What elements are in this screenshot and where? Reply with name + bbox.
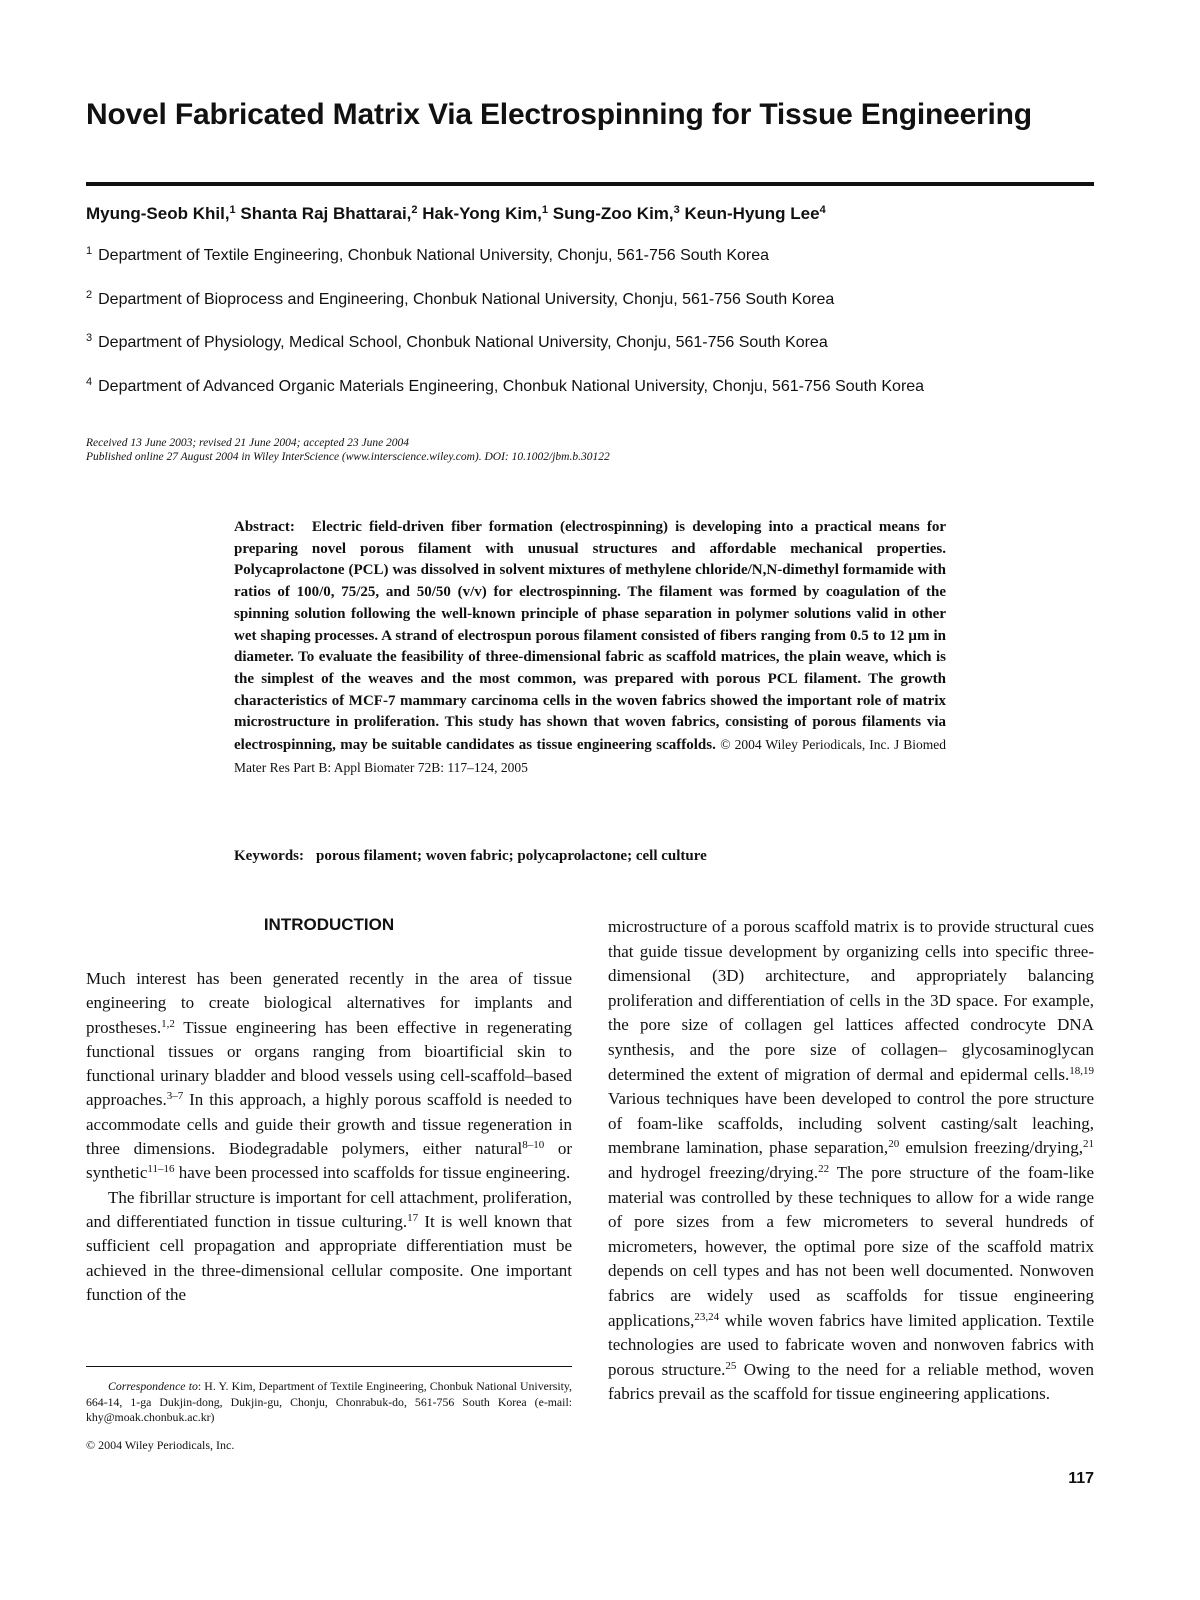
keywords-label: Keywords: [234,848,304,864]
citation-ref[interactable]: 23,24 [694,1310,720,1323]
correspondence-text: : H. Y. Kim, Department of Textile Engineering, Chonbuk National University, 664-14, 1-ga Dukjin-dong, Dukjin-gu, Chonju, Chonrabuk-do, 561-756 South Korea (e-mail: khy@moak.chonbuk.ac.kr) [86,1379,572,1424]
right-column [608,915,1094,1407]
affiliation: $^3$ Department of Physiology, Medical School, Chonbuk National University, Chonju, 561-756 South Korea [86,332,828,351]
affiliation: $^1$ Department of Textile Engineering, Chonbuk National University, Chonju, 561-756 South Korea [86,245,770,264]
citation-ref[interactable]: 18,19 [1069,1064,1094,1077]
author: Keun-Hyung Lee$^4$ [684,204,826,223]
citation-ref[interactable]: 21 [1083,1138,1094,1151]
paragraph: The fibrillar structure is important for cell attachment, proliferation, and differentiated function in tissue culturing.$^{17}$ It is well known that sufficient cell propagation and appropriate differentiation must be achieved in the three-dimensional cellular composite. One important function of the [86,1187,572,1304]
citation-ref[interactable]: 22 [818,1162,830,1175]
page-number: 117 [1068,1470,1094,1487]
published-online: Published online 27 August 2004 in Wiley InterScience (www.interscience.wiley.com). DOI: 10.1002/jbm.b.30122 [86,451,610,463]
publication-dates [86,436,1094,464]
paragraph: Much interest has been generated recently in the area of tissue engineering to create biological alternatives for implants and prostheses.$^{1,2}$ Tissue engineering has been effective in regenerating functional tissues or organs ranging from bioartificial skin to functional urinary bladder and blood vessels using cell-scaffold–based approaches.$^{3-7}$ In this approach, a highly porous scaffold is needed to accommodate cells and guide their growth and tissue regeneration in three dimensions. Biodegradable polymers, either natural$^{8-10}$ or synthetic$^{11-16}$ have been processed into scaffolds for tissue engineering. [86,969,572,1183]
citation-ref[interactable]: 8–10 [522,1139,545,1152]
author: Myung-Seob Khil,$^1$ [86,204,236,223]
author: Hak-Yong Kim,$^1$ [422,204,549,223]
citation-ref[interactable]: 1,2 [161,1017,175,1030]
paragraph: microstructure of a porous scaffold matrix is to provide structural cues that guide tissue development by organizing cells into specific three-dimensional (3D) architecture, and appropriately balancing proliferation and differentiation of cells in the 3D space. For example, the pore size of collagen gel lattices affected condrocyte DNA synthesis, and the pore size of collagen– glycosaminoglycan determined the extent of migration of dermal and epidermal cells.$^{18,19}$ Various techniques have been developed to control the pore structure of foam-like scaffolds, including solvent casting/salt leaching, membrane lamination, phase separation,$^{20}$ emulsion freezing/drying,$^{21}$ and hydrogel freezing/drying.$^{22}$ The pore structure of the foam-like material was controlled by these techniques to allow for a wide range of pore sizes from a few micrometers to several hundreds of micrometers, however, the optimal pore size of the scaffold matrix depends on cell types and has not been well documented. Nonwoven fabrics are widely used as scaffolds for tissue engineering applications,$^{23,24}$ while woven fabrics have limited application. Textile technologies are used to fabricate woven and nonwoven fabrics with porous structure.$^{25}$ Owing to the need for a reliable method, woven fabrics prevail as the scaffold for tissue engineering applications. [608,917,1094,1404]
received-date: Received 13 June 2003; revised 21 June 2004; accepted 23 June 2004 [86,437,410,449]
correspondence-footnote [86,1379,572,1426]
article-title: Novel Fabricated Matrix Via Electrospinning for Tissue Engineering [86,98,1032,131]
abstract-label: Abstract: [234,519,295,535]
citation-ref[interactable]: 25 [725,1359,737,1372]
abstract-body: Electric field-driven fiber formation (electrospinning) is developing into a practical means for preparing novel porous filament with unusual structures and affordable mechanical properties. Polycaprolactone (PCL) was dissolved in solvent mixtures of methylene chloride/N,N-dimethyl formamide with ratios of 100/0, 75/25, and 50/50 (v/v) for electrospinning. The filament was formed by coagulation of the spinning solution following the well-known principle of phase separation in polymer solutions valid in other wet shaping processes. A strand of electrospun porous filament consisted of fibers ranging from 0.5 to 12 μm in diameter. To evaluate the feasibility of three-dimensional fabric as scaffold matrices, the plain weave, which is the simplest of the weaves and the most common, was prepared with porous PCL filament. The growth characteristics of MCF-7 mammary carcinoma cells in the woven fabrics showed the important role of matrix microstructure in proliferation. This study has shown that woven fabrics, consisting of porous filaments via electrospinning, may be suitable candidates as tissue engineering scaffolds. [234,519,946,754]
affiliation-list [86,240,1094,414]
citation-ref[interactable]: 17 [407,1211,419,1224]
left-column [86,967,572,1307]
article-page [86,0,1094,1600]
copyright-notice: © 2004 Wiley Periodicals, Inc. [86,1438,235,1452]
abstract [234,517,946,779]
author-list [86,202,1094,226]
affiliation: $^2$ Department of Bioprocess and Engineering, Chonbuk National University, Chonju, 561-756 South Korea [86,288,835,308]
abstract-citation: © 2004 Wiley Periodicals, Inc. J Biomed Mater Res Part B: Appl Biomater 72B: 117–124, 2005 [234,737,947,775]
keywords-text: porous filament; woven fabric; polycaprolactone; cell culture [316,848,707,864]
citation-ref[interactable]: 20 [888,1138,900,1151]
citation-ref[interactable]: 3–7 [166,1090,184,1103]
citation-ref[interactable]: 11–16 [147,1163,175,1176]
keywords [234,846,946,866]
footnote-rule [86,1366,572,1367]
section-heading-introduction: INTRODUCTION [263,915,395,934]
affiliation: $^4$ Department of Advanced Organic Materials Engineering, Chonbuk National University, Chonju, 561-756 South Korea [86,375,925,395]
title-rule [86,182,1094,186]
author: Sung-Zoo Kim,$^3$ [552,204,680,223]
correspondence-label: Correspondence to [108,1379,198,1393]
author: Shanta Raj Bhattarai,$^2$ [240,204,418,223]
